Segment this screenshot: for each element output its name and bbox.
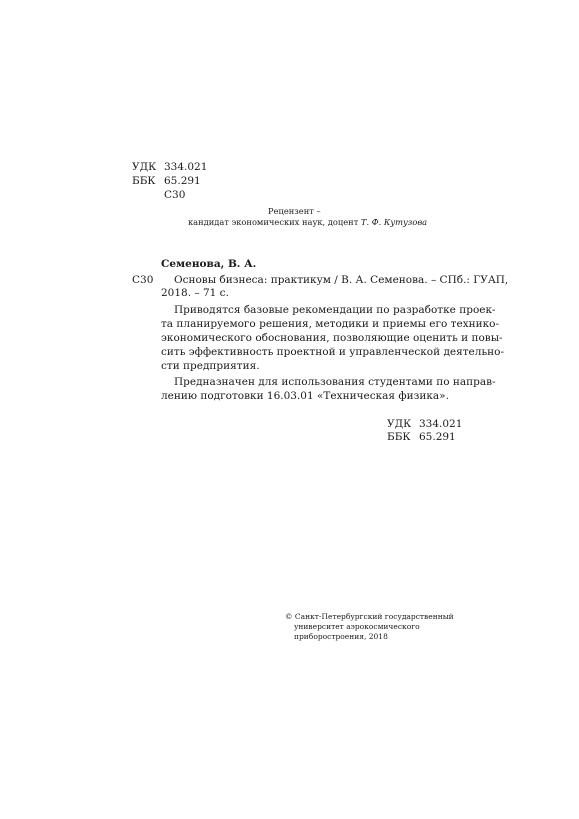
reviewer-name: Т. Ф. Кутузова [360,217,428,227]
bbk-code-top [132,174,201,188]
reviewer-line [188,217,427,228]
abstract-line: Приводятся базовые рекомендации по разработке проек- [174,304,496,316]
copyright-line: приборостроения, 2018 [294,632,388,641]
udk-label: УДК [132,161,157,173]
copyright-line: университет аэрокосмического [294,622,420,631]
copyright-block [285,612,454,642]
udk-value: 334.021 [419,418,463,430]
bbk-value: 65.291 [164,175,201,187]
purpose-line: Предназначен для использования студентами по направ- [174,376,496,388]
reviewer-title: Рецензент – [268,206,321,216]
abstract-line: сти предприятия. [161,360,260,372]
card-cutter: С30 [132,274,154,286]
reviewer-position: кандидат экономических наук, доцент [188,217,359,227]
purpose-line: лению подготовки 16.03.01 «Техническая физика». [161,390,449,402]
bbk-value: 65.291 [419,431,456,443]
bbk-label: ББК [387,431,411,443]
udk-code-top [132,160,207,174]
card-bib-line-1: Основы бизнеса: практикум / В. А. Семенова. – СПб.: ГУАП, [174,274,509,286]
cutter-code-top: С30 [164,189,186,201]
abstract-line: та планируемого решения, методики и приемы его технико- [161,318,500,330]
card-purpose [161,375,496,403]
bbk-code-bottom [387,430,456,444]
abstract-line: сить эффективность проектной и управленческой деятельно- [161,346,505,358]
udk-value: 334.021 [164,161,208,173]
bbk-label: ББК [132,175,156,187]
card-author: Семенова, В. А. [161,258,257,270]
udk-label: УДК [387,418,412,430]
copyright-line: © Санкт-Петербургский государственный [285,612,454,621]
abstract-line: экономического обоснования, позволяющие оценить и повы- [161,332,503,344]
card-bib-line-2: 2018. – 71 с. [161,287,229,299]
udk-code-bottom [387,417,462,431]
card-abstract [161,303,504,373]
